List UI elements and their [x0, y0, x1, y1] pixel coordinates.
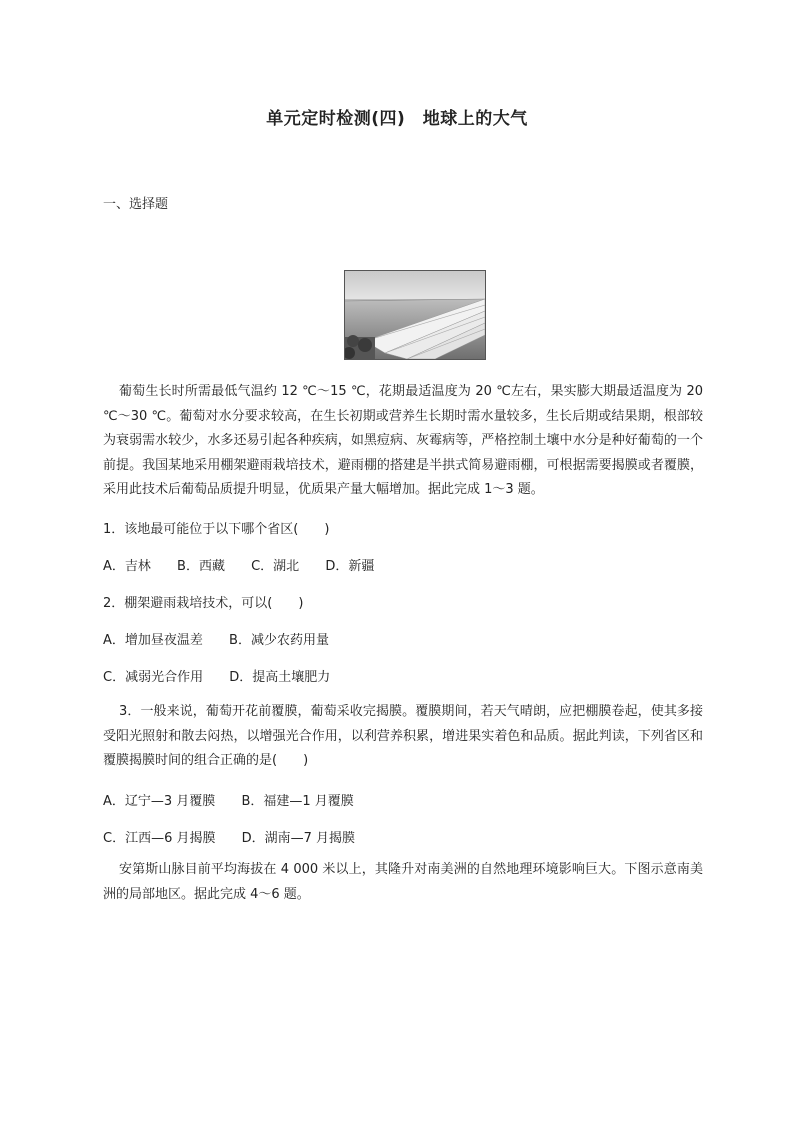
question-2-stem: 2．棚架避雨栽培技术，可以( ): [103, 596, 304, 611]
question-3-option-c[interactable]: C．江西—6 月揭膜: [103, 831, 216, 846]
question-3-options-row2: [103, 827, 377, 846]
question-1-option-d[interactable]: D．新疆: [325, 559, 375, 574]
question-3-option-b[interactable]: B．福建—1 月覆膜: [241, 794, 354, 809]
page-title: 单元定时检测(四) 地球上的大气: [266, 109, 528, 129]
passage-2: 安第斯山脉目前平均海拔在 4 000 米以上，其隆升对南美洲的自然地理环境影响巨大。下图示意南美洲的局部地区。据此完成 4～6 题。: [103, 862, 703, 902]
question-1-options: [103, 555, 396, 574]
question-2-options-row1: [103, 629, 351, 648]
question-1-option-b[interactable]: B．西藏: [177, 559, 225, 574]
question-3-options-row1: [103, 790, 376, 809]
question-2-option-c[interactable]: C．减弱光合作用: [103, 670, 204, 685]
section-heading: 一、选择题: [103, 197, 169, 212]
passage-1: 葡萄生长时所需最低气温约 12 ℃～15 ℃，花期最适温度为 20 ℃左右，果实膨大期最适温度为 20 ℃～30 ℃。葡萄对水分要求较高，在生长初期或营养生长期时需水量较多，生长后期或结果期，根部较为衰弱需水较少，水多还易引起各种疾病，如黑痘病、灰霉病等，严格控制土壤中水分是种好葡萄的一个前提。我国某地采用棚架避雨栽培技术，避雨棚的搭建是半拱式简易避雨棚，可根据需要揭膜或者覆膜，采用此技术后葡萄品质提升明显，优质果产量大幅增加。据此完成 1～3 题。: [103, 384, 703, 497]
question-1-option-c[interactable]: C．湖北: [251, 559, 300, 574]
question-1-stem: 1．该地最可能位于以下哪个省区( ): [103, 522, 330, 537]
question-1-option-a[interactable]: A．吉林: [103, 559, 151, 574]
question-3-option-a[interactable]: A．辽宁—3 月覆膜: [103, 794, 216, 809]
question-3-stem: 3．一般来说，葡萄开花前覆膜，葡萄采收完揭膜。覆膜期间，若天气晴朗，应把棚膜卷起，使其多接受阳光照射和散去闷热，以增强光合作用，以利营养积累，增进果实着色和品质。据此判读，下列省区和覆膜揭膜时间的组合正确的是( ): [103, 704, 703, 768]
question-2-option-b[interactable]: B．减少农药用量: [229, 633, 329, 648]
question-2-option-a[interactable]: A．增加昼夜温差: [103, 633, 203, 648]
question-3-option-d[interactable]: D．湖南—7 月揭膜: [241, 831, 356, 846]
question-2-options-row2: [103, 666, 352, 685]
question-2-option-d[interactable]: D．提高土壤肥力: [229, 670, 331, 685]
greenhouse-photo: [344, 270, 486, 360]
greenhouse-illustration: [345, 271, 485, 359]
